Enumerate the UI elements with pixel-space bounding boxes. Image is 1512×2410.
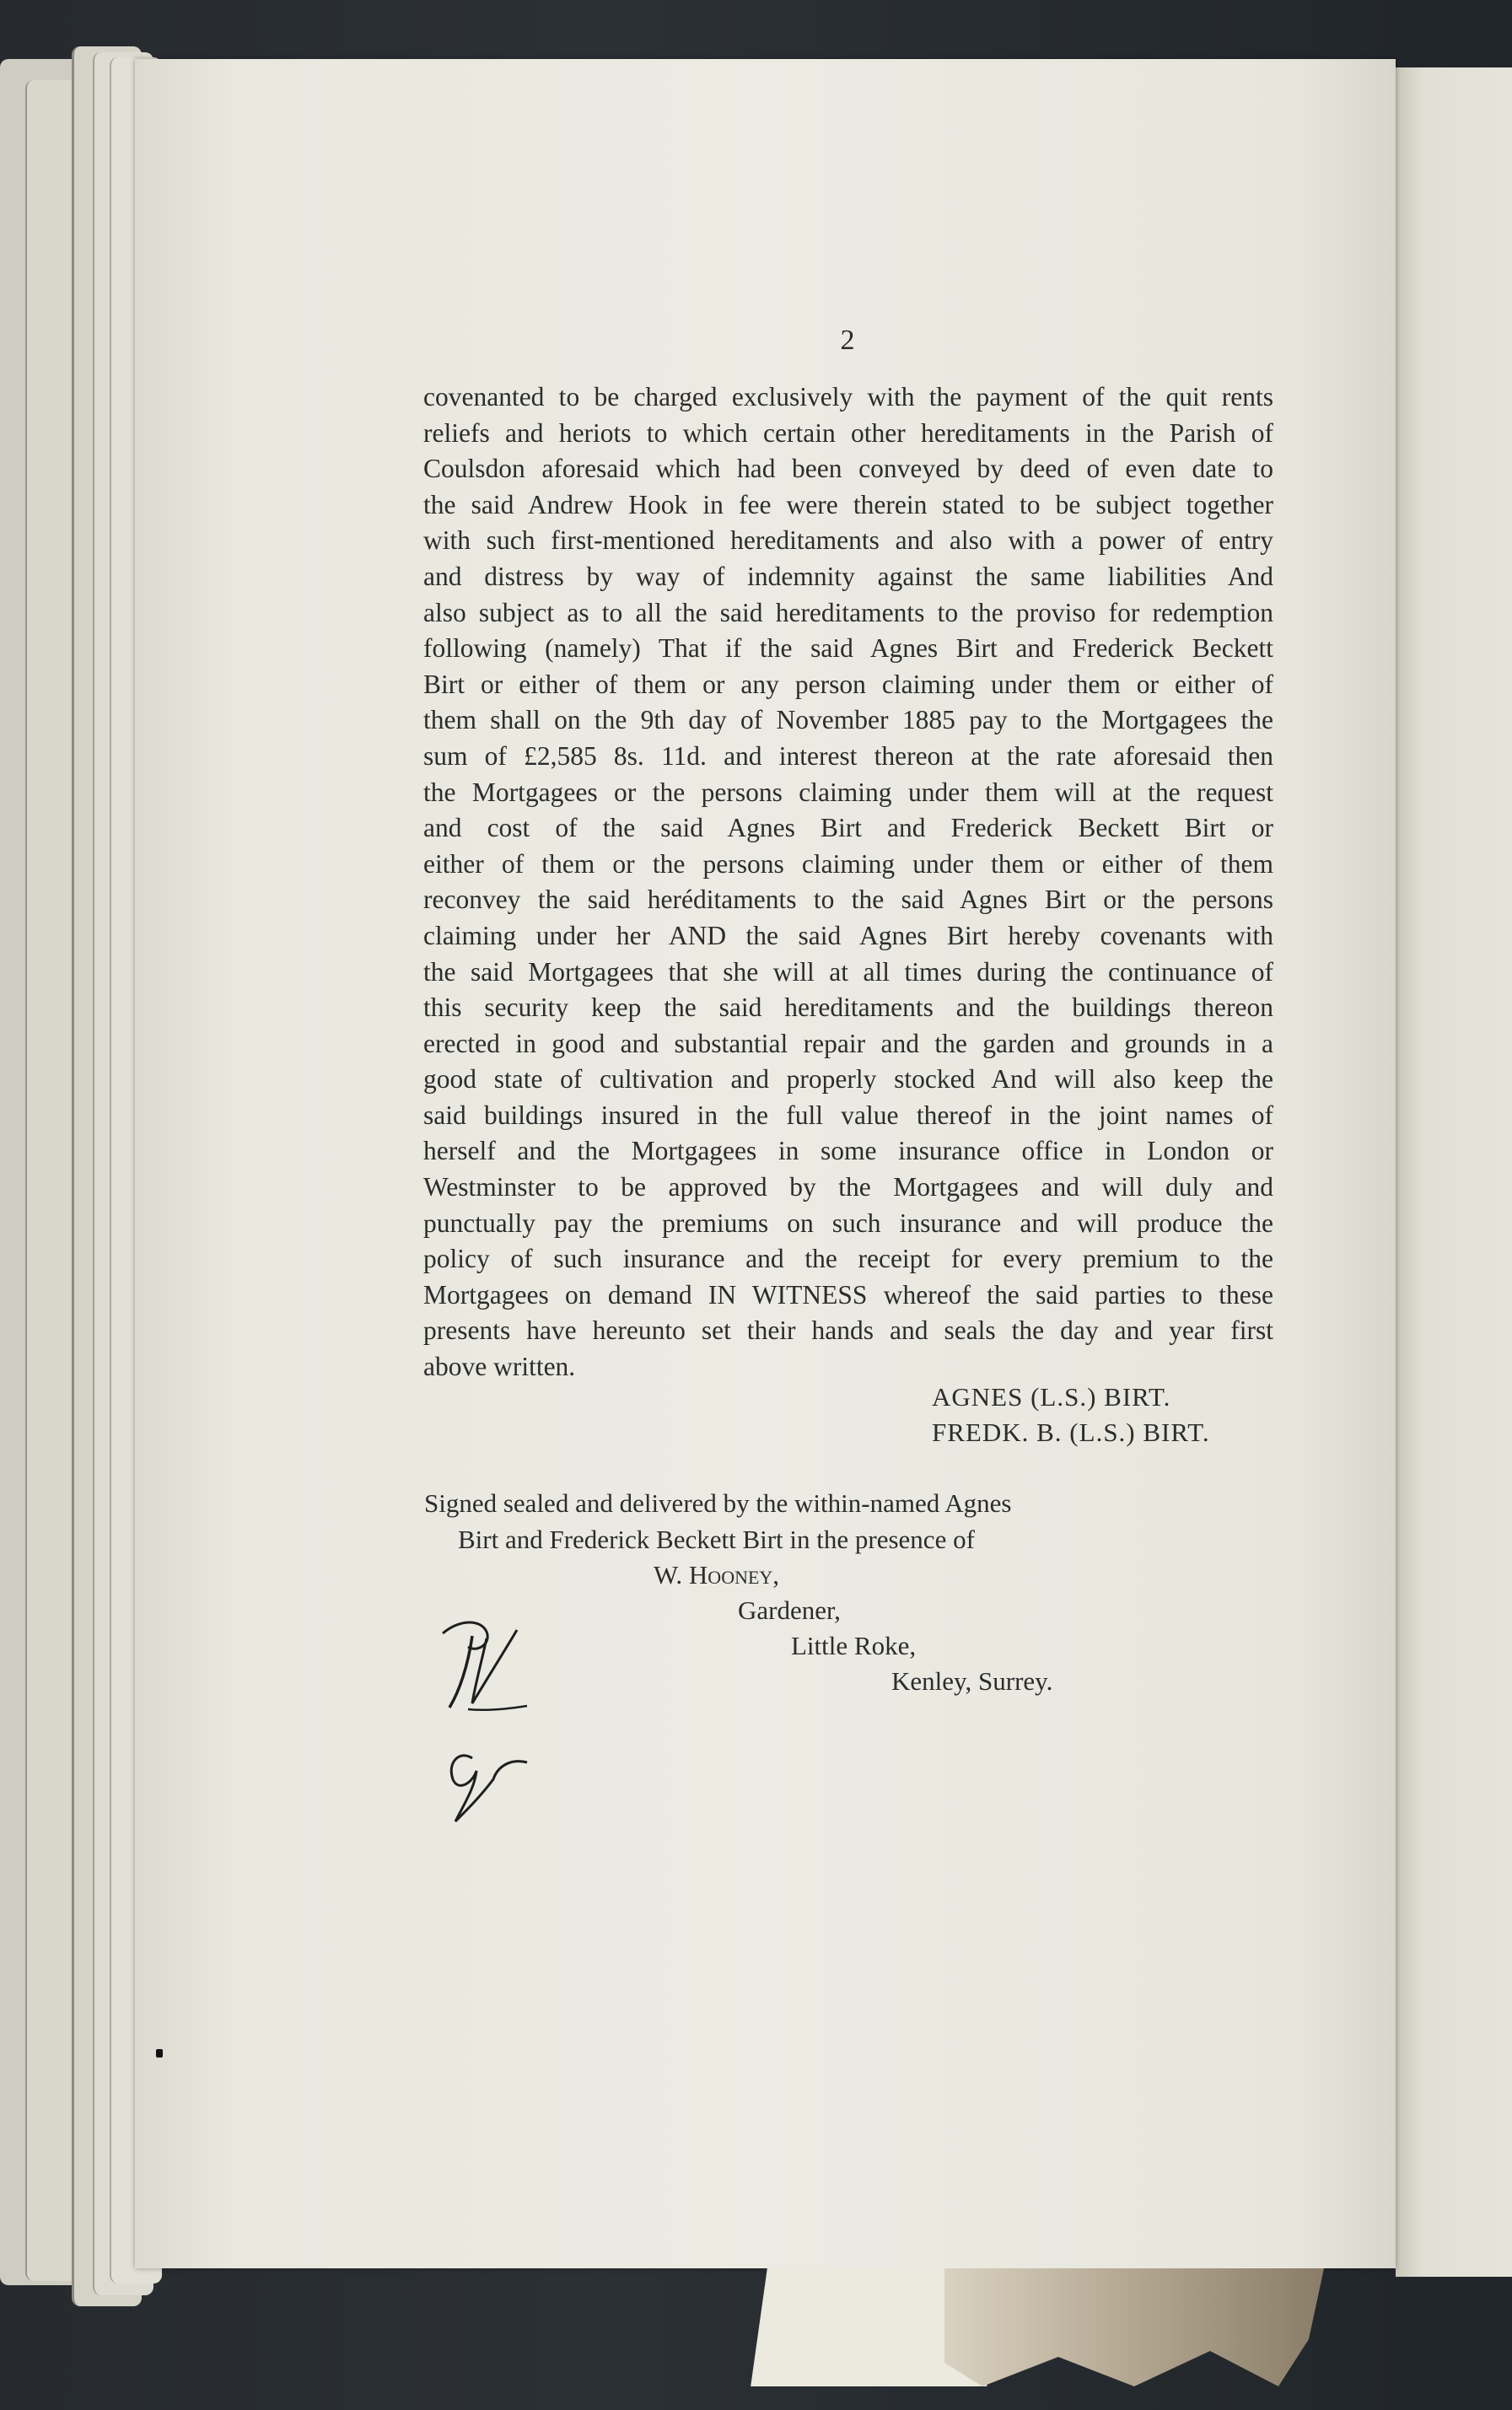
- deed-text-line: Birt or either of them or any person claiming under them or either of: [423, 669, 1273, 699]
- deed-text-line: covenanted to be charged exclusively with the payment of the quit rents: [423, 382, 1273, 412]
- signature-block: [932, 1380, 1210, 1450]
- handwritten-initials: [434, 1615, 561, 1834]
- deed-text-line: said buildings insured in the full value thereof in the joint names of: [423, 1100, 1273, 1130]
- deed-text-line: and distress by way of indemnity against the same liabilities And: [423, 561, 1273, 591]
- deed-text-line: punctually pay the premiums on such insurance and will produce the: [423, 1208, 1273, 1238]
- deed-text-line: the said Andrew Hook in fee were therein stated to be subject together: [423, 489, 1273, 519]
- signature-frederick-birt: FREDK. B. (L.S.) BIRT.: [932, 1417, 1210, 1447]
- witness-name: W. Hooney,: [654, 1560, 780, 1590]
- deed-text-line: policy of such insurance and the receipt for every premium to the: [423, 1244, 1273, 1274]
- deed-text-line: above written.: [423, 1352, 576, 1382]
- deed-text-line: following (namely) That if the said Agnes Birt and Frederick Beckett: [423, 633, 1273, 664]
- witness-address: Kenley, Surrey.: [891, 1666, 1053, 1696]
- facing-page-edge: [1396, 67, 1512, 2277]
- page-number: 2: [840, 325, 855, 356]
- deed-text-line: and cost of the said Agnes Birt and Frederick Beckett Birt or: [423, 813, 1273, 843]
- deed-text-line: good state of cultivation and properly stocked And will also keep the: [423, 1064, 1273, 1095]
- attestation-line: Signed sealed and delivered by the within-named Agnes: [424, 1488, 1012, 1518]
- attestation-line: Birt and Frederick Beckett Birt in the presence of: [458, 1525, 975, 1554]
- deed-text-line: the said Mortgagees that she will at all times during the continuance of: [423, 956, 1273, 987]
- deed-text-line: either of them or the persons claiming under them or either of them: [423, 848, 1273, 879]
- deed-text-line: Coulsdon aforesaid which had been conveyed by deed of even date to: [423, 454, 1273, 484]
- deed-text-line: Mortgagees on demand IN WITNESS whereof the said parties to these: [423, 1279, 1273, 1310]
- deed-text-line: claiming under her AND the said Agnes Birt hereby covenants with: [423, 920, 1273, 950]
- deed-text-line: erected in good and substantial repair and the garden and grounds in a: [423, 1028, 1273, 1058]
- signature-agnes-birt: AGNES (L.S.) BIRT.: [932, 1382, 1171, 1412]
- deed-text-line: sum of £2,585 8s. 11d. and interest thereon at the rate aforesaid then: [423, 740, 1273, 771]
- witness-occupation: Gardener,: [738, 1595, 841, 1625]
- deed-text-line: the Mortgagees or the persons claiming under them will at the request: [423, 777, 1273, 807]
- deed-text-line: presents have hereunto set their hands and seals the day and year first: [423, 1315, 1273, 1346]
- deed-text-line: this security keep the said hereditaments and the buildings thereon: [423, 993, 1273, 1023]
- deed-text-line: Westminster to be approved by the Mortgagees and will duly and: [423, 1172, 1273, 1202]
- torn-paper-scrap: [944, 2268, 1324, 2386]
- deed-text-line: reconvey the said heréditaments to the said Agnes Birt or the persons: [423, 885, 1273, 915]
- deed-text-line: them shall on the 9th day of November 1885 pay to the Mortgagees the: [423, 705, 1273, 735]
- deed-text-line: also subject as to all the said hereditaments to the proviso for redemption: [423, 597, 1273, 627]
- ink-mark: [156, 2049, 163, 2058]
- deed-text-line: herself and the Mortgagees in some insurance office in London or: [423, 1136, 1273, 1166]
- witness-address: Little Roke,: [791, 1631, 917, 1660]
- deed-text-line: with such first-mentioned hereditaments and also with a power of entry: [423, 525, 1273, 556]
- deed-text-line: reliefs and heriots to which certain other hereditaments in the Parish of: [423, 417, 1273, 448]
- deed-body-text: [423, 379, 1273, 1385]
